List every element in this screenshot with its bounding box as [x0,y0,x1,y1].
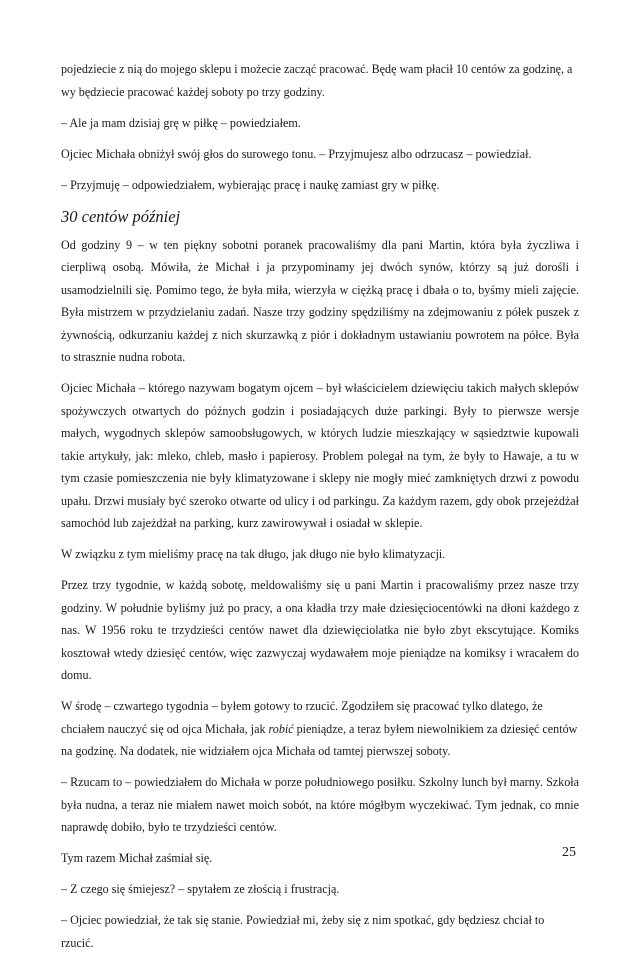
paragraph-wednesday: W środę – czwartego tygodnia – byłem gotowy to rzucić. Zgodziłem się pracować tylko dlatego, że chciałem nauczyć się od ojca Michała, jak robić pieniądze, a teraz byłem niewolnikiem za dziesięć centów na godzinę. Na dodatek, nie widziałem ojca Michała od tamtej pierwszej soboty. [61,699,578,758]
paragraph-three-weeks: Przez trzy tygodnie, w każdą sobotę, meldowaliśmy się u pani Martin i pracowaliśmy przez nasze trzy godziny. W południe byliśmy już po pracy, a ona kładła trzy małe dziesięciocentówki na dłoni każdego z nas. W 1956 roku te trzydzieści centów nawet dla dziewięciolatka nie było zbyt ekscytujące. Komiks kosztował wtedy dziesięć centów, więc zazwyczaj wydawałem moje pieniądze na komiksy i wracałem do domu. [61,578,579,682]
page-content [61,58,579,963]
paragraph-mrs-martin: Od godziny 9 – w ten piękny sobotni poranek pracowaliśmy dla pani Martin, która była życzliwa i cierpliwą osobą. Mówiła, że Michał i ja przypominamy jej dwóch synów, którzy są już dorośli i usamodzielnili się. Pomimo tego, że była miła, wierzyła w ciężką pracę i dbała o to, byśmy mieli zajęcie. Była mistrzem w przydzielaniu zadań. Nasze trzy godziny spędziliśmy na zdejmowaniu z półek puszek z żywnością, odkurzaniu każdej z nich skurzawką z piór i dokładnym ustawianiu powrotem na półce. Była to strasznie nudna robota. [61,237,579,364]
paragraph-quit: – Rzucam to – powiedziałem do Michała w porze południowego posiłku. Szkolny lunch był marny. Szkoła była nudna, a teraz nie miałem nawet moich sobót, na które mógłbym wyczekiwać. Tym jednak, co mnie naprawdę dobiło, było te trzydzieści centów. [61,775,579,834]
page-number: 25 [562,845,576,860]
section-heading: 30 centów później [61,206,181,226]
paragraph-ball-game: – Ale ja mam dzisiaj grę w piłkę – powiedziałem. [61,115,301,130]
paragraph-air-conditioning: W związku z tym mieliśmy pracę na tak długo, jak długo nie było klimatyzacji. [61,547,446,561]
paragraph-laugh: Tym razem Michał zaśmiał się. [61,851,213,865]
paragraph-offer: pojedziecie z nią do mojego sklepu i możecie zacząć pracować. Będę wam płacił 10 centów za godzinę, a wy będziecie pracować każdej soboty po trzy godziny. [61,62,573,99]
paragraph-why-laugh: – Z czego się śmiejesz? – spytałem ze złością i frustracją. [61,882,340,896]
paragraph-rich-dad-stores: Ojciec Michała – którego nazywam bogatym ojcem – był właścicielem dziewięciu takich małych sklepów spożywczych otwartych do późnych godzin i posiadających duże parkingi. Były to pierwsze wersje małych, wygodnych sklepów samoobsługowych, w których ludzie mieszkający w sąsiedztwie kupowali takie artykuły, jak: mleko, chleb, masło i papierosy. Problem polegał na tym, że były to Hawaje, a tu w tym czasie pomieszczenia nie były klimatyzowane i sklepy nie mogły mieć zamkniętych drzwi z powodu upału. Drzwi musiały być szeroko otwarte od ulicy i od parkingu. Za każdym razem, gdy obok przejeżdżał samochód lub zajeżdżał na parking, kurz zawirowywał i osiadał w sklepie. [61,381,579,530]
emphasis-word: robić [268,721,294,736]
paragraph-father-said: – Ojciec powiedział, że tak się stanie. Powiedział mi, żeby się z nim spotkać, gdy będziesz chciał to rzucić. [61,913,545,950]
paragraph-accept: – Przyjmuję – odpowiedziałem, wybierając pracę i naukę zamiast gry w piłkę. [61,177,440,192]
paragraph-stern-tone: Ojciec Michała obniżył swój głos do surowego tonu. – Przyjmujesz albo odrzucasz – powiedział. [61,146,532,161]
